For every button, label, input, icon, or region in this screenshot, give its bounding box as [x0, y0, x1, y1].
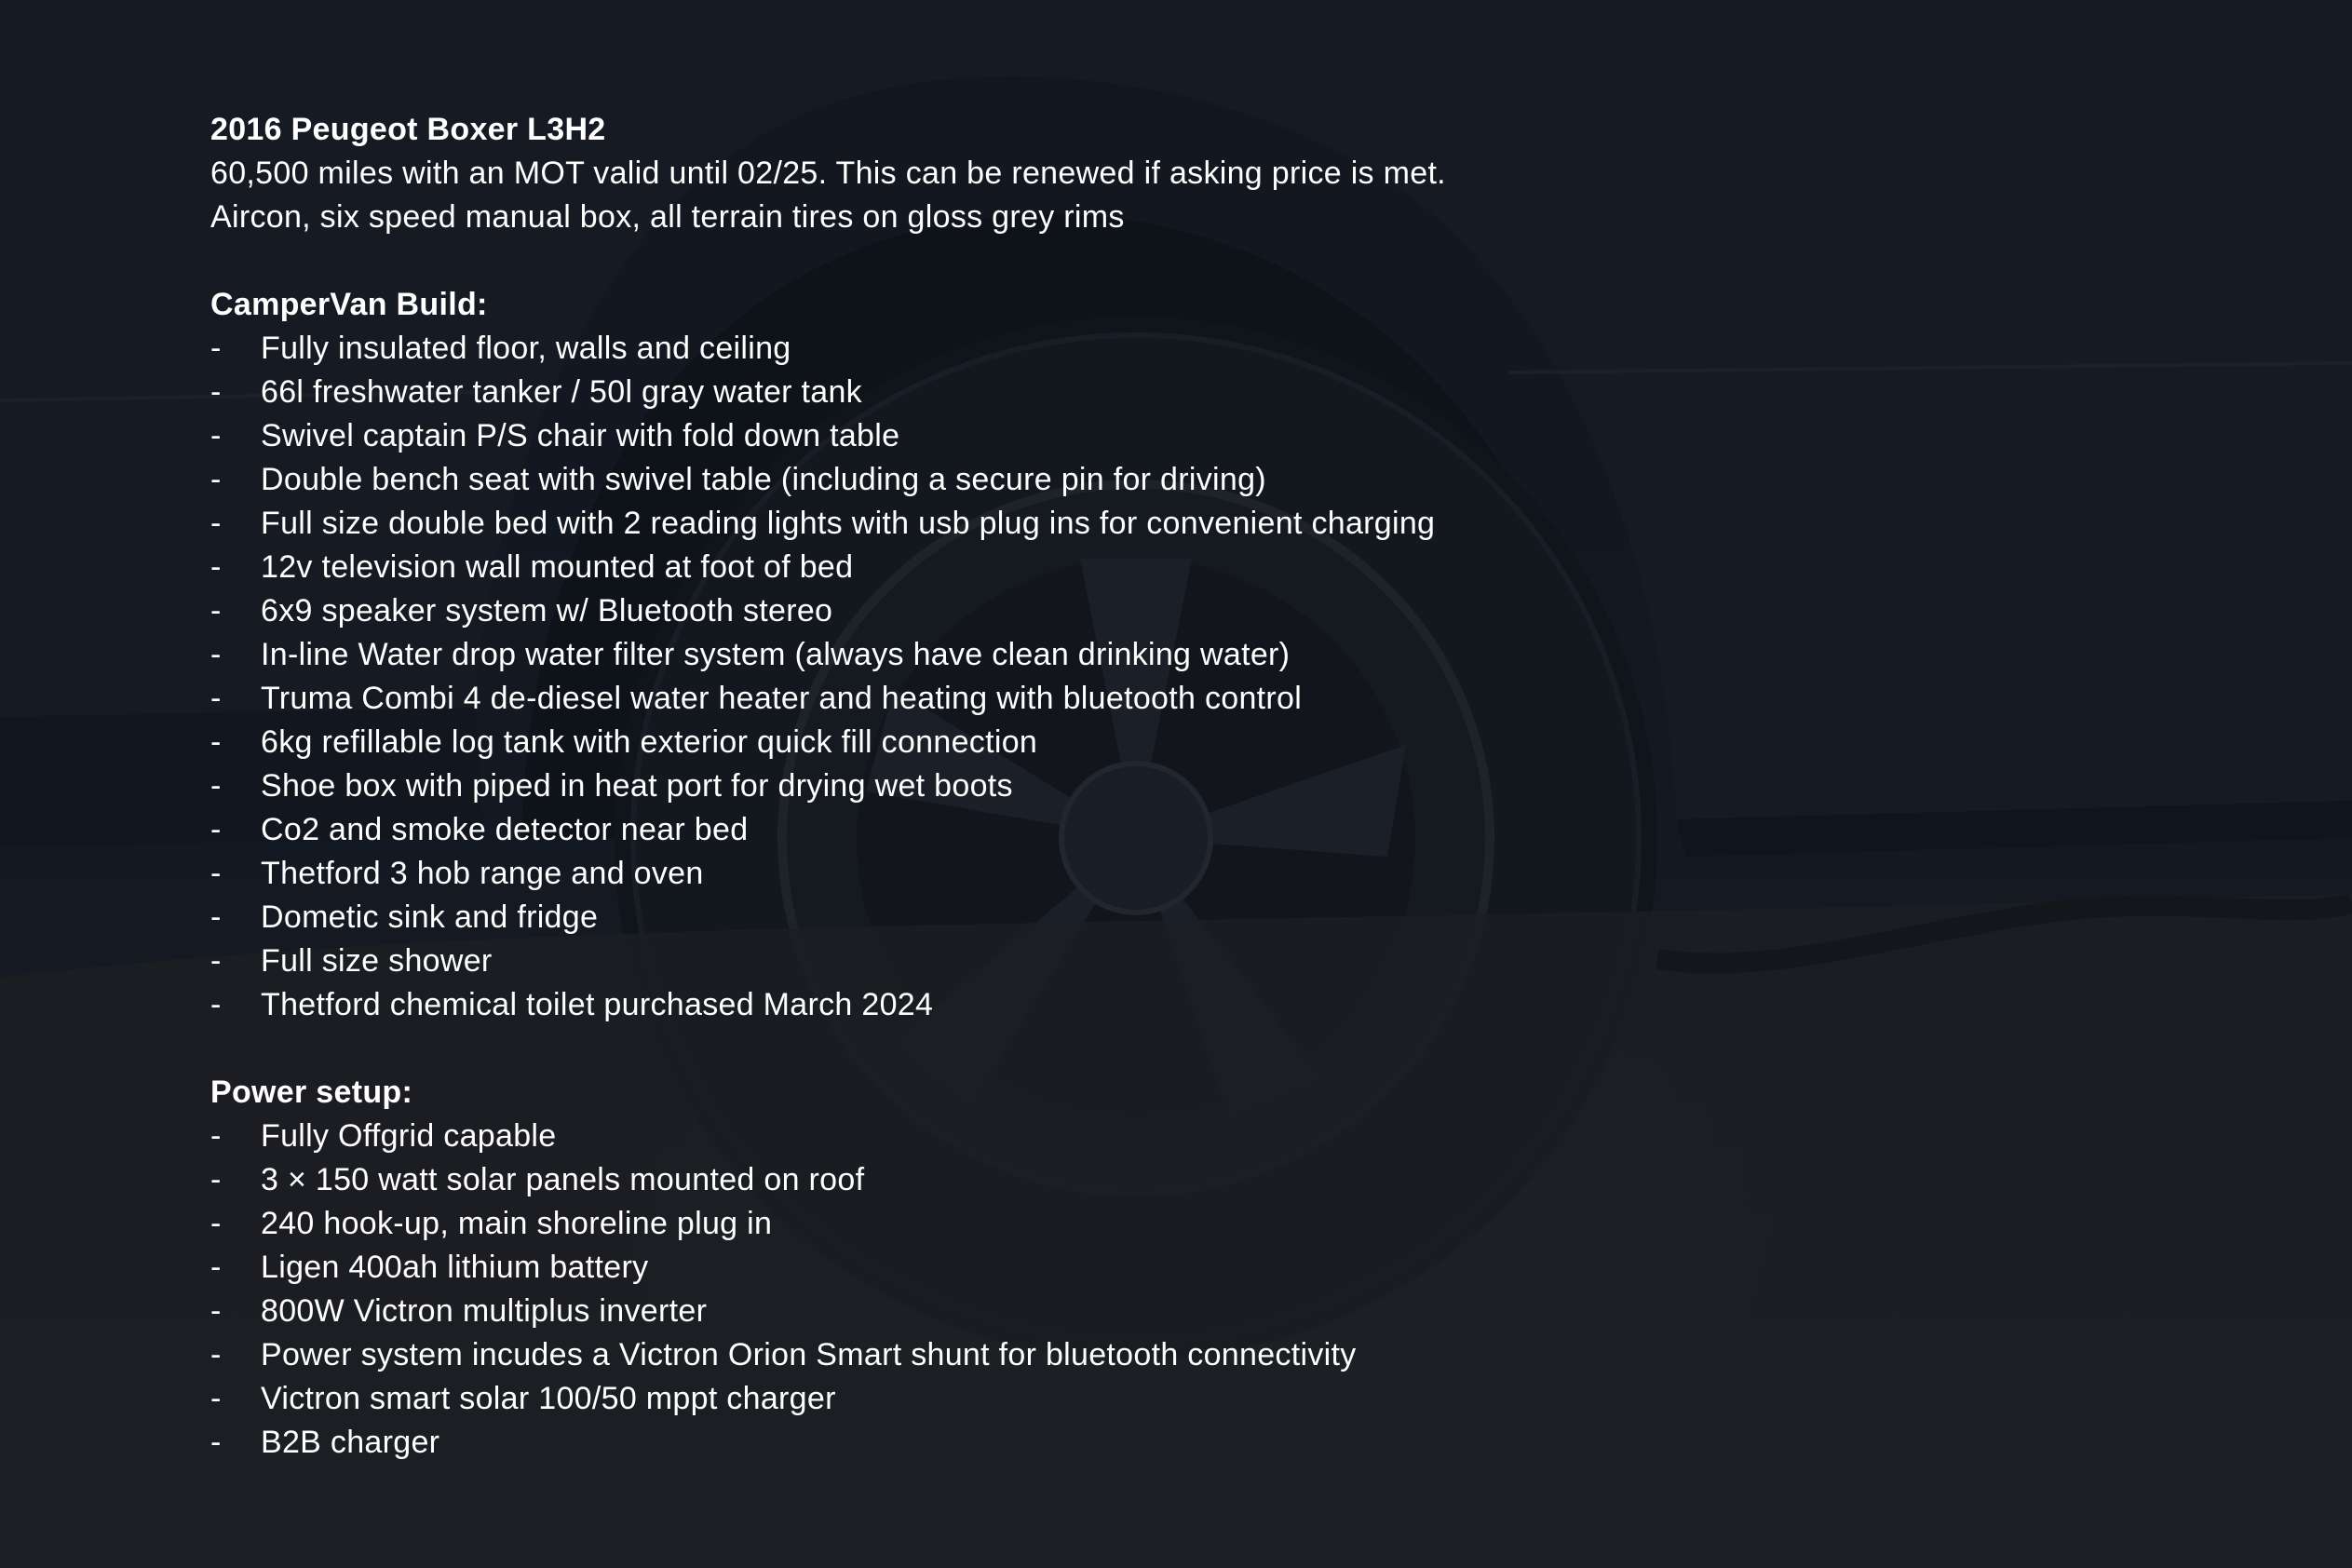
list-item-text: 3 × 150 watt solar panels mounted on roof: [261, 1162, 865, 1197]
list-item: [210, 414, 2073, 458]
spacer: [210, 239, 2073, 283]
list-item: [210, 1115, 2073, 1158]
list-item: [210, 502, 2073, 546]
list-item: [210, 1377, 2073, 1421]
list-item: [210, 1202, 2073, 1246]
list-item-text: B2B charger: [261, 1425, 440, 1460]
power-list: [210, 1115, 2073, 1465]
bullet-dash: -: [210, 1337, 222, 1372]
list-item: [210, 371, 2073, 414]
list-item-text: Fully insulated floor, walls and ceiling: [261, 331, 791, 366]
list-item: [210, 589, 2073, 633]
list-item-text: 6x9 speaker system w/ Bluetooth stereo: [261, 593, 833, 629]
bullet-dash: -: [210, 374, 222, 410]
bullet-dash: -: [210, 331, 222, 366]
bullet-dash: -: [210, 1162, 222, 1197]
power-heading: Power setup:: [210, 1075, 413, 1110]
bullet-dash: -: [210, 1206, 222, 1241]
list-item-text: Thetford chemical toilet purchased March 2024: [261, 987, 934, 1022]
list-item-text: Truma Combi 4 de-diesel water heater and heating with bluetooth control: [261, 681, 1303, 716]
bullet-dash: -: [210, 1250, 222, 1285]
list-item-text: Dometic sink and fridge: [261, 899, 599, 935]
bullet-dash: -: [210, 637, 222, 672]
list-item-text: Thetford 3 hob range and oven: [261, 856, 704, 891]
bullet-dash: -: [210, 943, 222, 979]
list-item: [210, 852, 2073, 896]
bullet-dash: -: [210, 506, 222, 541]
list-item-text: 800W Victron multiplus inverter: [261, 1293, 708, 1329]
bullet-dash: -: [210, 418, 222, 453]
list-item: [210, 1290, 2073, 1333]
list-item-text: Power system incudes a Victron Orion Smart shunt for bluetooth connectivity: [261, 1337, 1357, 1372]
list-item: [210, 633, 2073, 677]
list-item-text: Shoe box with piped in heat port for drying wet boots: [261, 768, 1013, 804]
bullet-dash: -: [210, 768, 222, 804]
features-line: Aircon, six speed manual box, all terrain tires on gloss grey rims: [210, 199, 1125, 235]
list-item: [210, 896, 2073, 939]
list-item: [210, 983, 2073, 1027]
list-item-text: 12v television wall mounted at foot of bed: [261, 549, 854, 585]
bullet-dash: -: [210, 462, 222, 497]
bullet-dash: -: [210, 812, 222, 847]
vehicle-title: 2016 Peugeot Boxer L3H2: [210, 112, 606, 147]
listing-text: [210, 108, 2073, 1465]
list-item-text: Ligen 400ah lithium battery: [261, 1250, 649, 1285]
bullet-dash: -: [210, 1293, 222, 1329]
list-item: [210, 808, 2073, 852]
list-item-text: Fully Offgrid capable: [261, 1118, 557, 1154]
bullet-dash: -: [210, 724, 222, 760]
list-item: [210, 677, 2073, 721]
list-item: [210, 1421, 2073, 1465]
bullet-dash: -: [210, 1425, 222, 1460]
list-item-text: Victron smart solar 100/50 mppt charger: [261, 1381, 836, 1416]
bullet-dash: -: [210, 1118, 222, 1154]
list-item: [210, 1158, 2073, 1202]
list-item-text: Co2 and smoke detector near bed: [261, 812, 749, 847]
list-item: [210, 764, 2073, 808]
build-list: [210, 327, 2073, 1027]
list-item-text: 6kg refillable log tank with exterior quick fill connection: [261, 724, 1038, 760]
list-item-text: Swivel captain P/S chair with fold down table: [261, 418, 900, 453]
list-item: [210, 458, 2073, 502]
list-item-text: Full size shower: [261, 943, 493, 979]
bullet-dash: -: [210, 593, 222, 629]
bullet-dash: -: [210, 549, 222, 585]
list-item: [210, 939, 2073, 983]
list-item-text: In-line Water drop water filter system (always have clean drinking water): [261, 637, 1291, 672]
bullet-dash: -: [210, 1381, 222, 1416]
list-item-text: Full size double bed with 2 reading lights with usb plug ins for convenient charging: [261, 506, 1436, 541]
list-item-text: 66l freshwater tanker / 50l gray water tank: [261, 374, 862, 410]
list-item-text: Double bench seat with swivel table (including a secure pin for driving): [261, 462, 1266, 497]
list-item: [210, 327, 2073, 371]
list-item-text: 240 hook-up, main shoreline plug in: [261, 1206, 773, 1241]
list-item: [210, 721, 2073, 764]
list-item: [210, 1246, 2073, 1290]
bullet-dash: -: [210, 681, 222, 716]
bullet-dash: -: [210, 856, 222, 891]
list-item: [210, 1333, 2073, 1377]
bullet-dash: -: [210, 987, 222, 1022]
list-item: [210, 546, 2073, 589]
bullet-dash: -: [210, 899, 222, 935]
build-heading: CamperVan Build:: [210, 287, 488, 322]
spacer: [210, 1027, 2073, 1071]
mileage-line: 60,500 miles with an MOT valid until 02/25. This can be renewed if asking price is met.: [210, 155, 1446, 191]
